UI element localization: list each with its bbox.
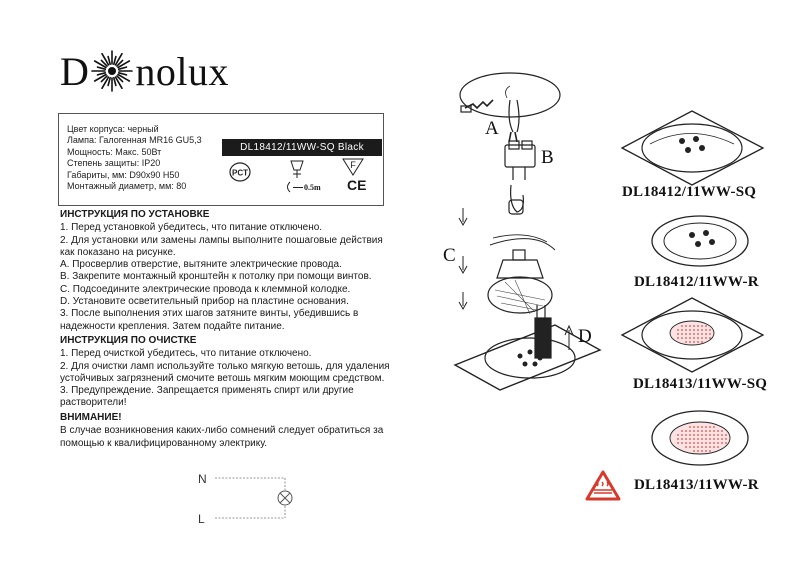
- model-title: DL18412/11WW-SQ Black: [222, 139, 382, 156]
- step-label-d: D: [578, 326, 592, 347]
- attention-line: В случае возникновения каких-либо сомнений следует обратиться за: [60, 425, 384, 437]
- model-drawing-r-2: [650, 408, 750, 468]
- model-label: DL18412/11WW-R: [634, 274, 759, 290]
- wire-n-label: N: [198, 472, 207, 486]
- logo-letter-d: D: [60, 48, 90, 94]
- f-mark-text: F: [350, 160, 356, 170]
- install-line: D. Установите осветительный прибор на пластине основания.: [60, 296, 349, 308]
- spec-line: Мощность: Макс. 50Вт: [67, 146, 162, 157]
- spec-line: Цвет корпуса: черный: [67, 124, 159, 134]
- f-mark-icon: [342, 158, 364, 176]
- distance-value: 0.5m: [304, 182, 321, 192]
- spec-line: Степень защиты: IP20: [67, 158, 161, 169]
- svg-text:PCT: PCT: [232, 168, 248, 178]
- spec-line: Монтажный диаметр, мм: 80: [67, 181, 187, 192]
- attention-line: помощью к квалифицированному электрику.: [60, 437, 267, 449]
- lamp-symbol-icon: [278, 491, 292, 505]
- sunburst-icon: [90, 49, 134, 93]
- installation-illustration: [425, 60, 605, 410]
- attention-section: [60, 412, 390, 450]
- spec-lines: [67, 124, 202, 192]
- cleaning-line: 2. Для очистки ламп используйте только мягкую ветошь, для удаления: [60, 360, 390, 372]
- lamp-bracket-icon: [284, 181, 292, 193]
- install-line: C. Подсоедините электрические провода к клеммной колодке.: [60, 283, 351, 295]
- brand-logo: [60, 48, 229, 94]
- install-line: 1. Перед установкой убедитесь, что питание отключено.: [60, 222, 323, 234]
- install-heading: ИНСТРУКЦИЯ ПО УСТАНОВКЕ: [60, 209, 210, 220]
- cleaning-section: [60, 335, 390, 410]
- install-section: [60, 209, 390, 333]
- model-drawing-sq-2: [620, 295, 765, 375]
- spec-box: [58, 113, 384, 206]
- install-line: 2. Для установки или замены лампы выполните пошаговые действия: [60, 234, 383, 246]
- attention-heading: ВНИМАНИЕ!: [60, 412, 122, 423]
- model-label: DL18412/11WW-SQ: [622, 184, 757, 200]
- pct-cert-icon: [229, 162, 251, 182]
- model-label: DL18413/11WW-SQ: [633, 376, 768, 392]
- wire-l-label: L: [198, 512, 205, 526]
- hot-surface-warning-icon: [585, 470, 621, 501]
- cleaning-line: 3. Предупреждение. Запрещается применять спирт или другие: [60, 385, 354, 397]
- install-line: B. Закрепите монтажный кронштейн к потолку при помощи винтов.: [60, 271, 372, 283]
- install-line: A. Просверлив отверстие, вытяните электрические провода.: [60, 259, 342, 271]
- model-label: DL18413/11WW-R: [634, 477, 759, 493]
- ce-mark: CE: [347, 177, 367, 193]
- cleaning-line: устойчивых загрязнений смочите ветошь мягким моющим средством.: [60, 372, 385, 384]
- model-drawing-r-1: [650, 213, 750, 268]
- wiring-diagram: [205, 470, 305, 530]
- step-label-b: B: [541, 147, 554, 168]
- cleaning-line: растворители!: [60, 397, 127, 409]
- install-line: как показано на рисунке.: [60, 246, 176, 258]
- model-drawing-sq-1: [620, 108, 765, 188]
- step-label-c: C: [443, 245, 456, 266]
- lamp-symbol-icon: [286, 158, 308, 180]
- step-label-a: A: [485, 118, 499, 139]
- logo-text: nolux: [135, 48, 230, 94]
- install-line: надежности крепления. Затем подайте питание.: [60, 320, 285, 332]
- spec-line: Лампа: Галогенная MR16 GU5,3: [67, 135, 202, 146]
- install-line: 3. После выполнения этих шагов затяните винты, убедившись в: [60, 308, 359, 320]
- spec-line: Габариты, мм: D90х90 H50: [67, 169, 180, 180]
- cleaning-line: 1. Перед очисткой убедитесь, что питание отключено.: [60, 348, 312, 360]
- cleaning-heading: ИНСТРУКЦИЯ ПО ОЧИСТКЕ: [60, 335, 197, 346]
- distance-mark: [284, 181, 321, 193]
